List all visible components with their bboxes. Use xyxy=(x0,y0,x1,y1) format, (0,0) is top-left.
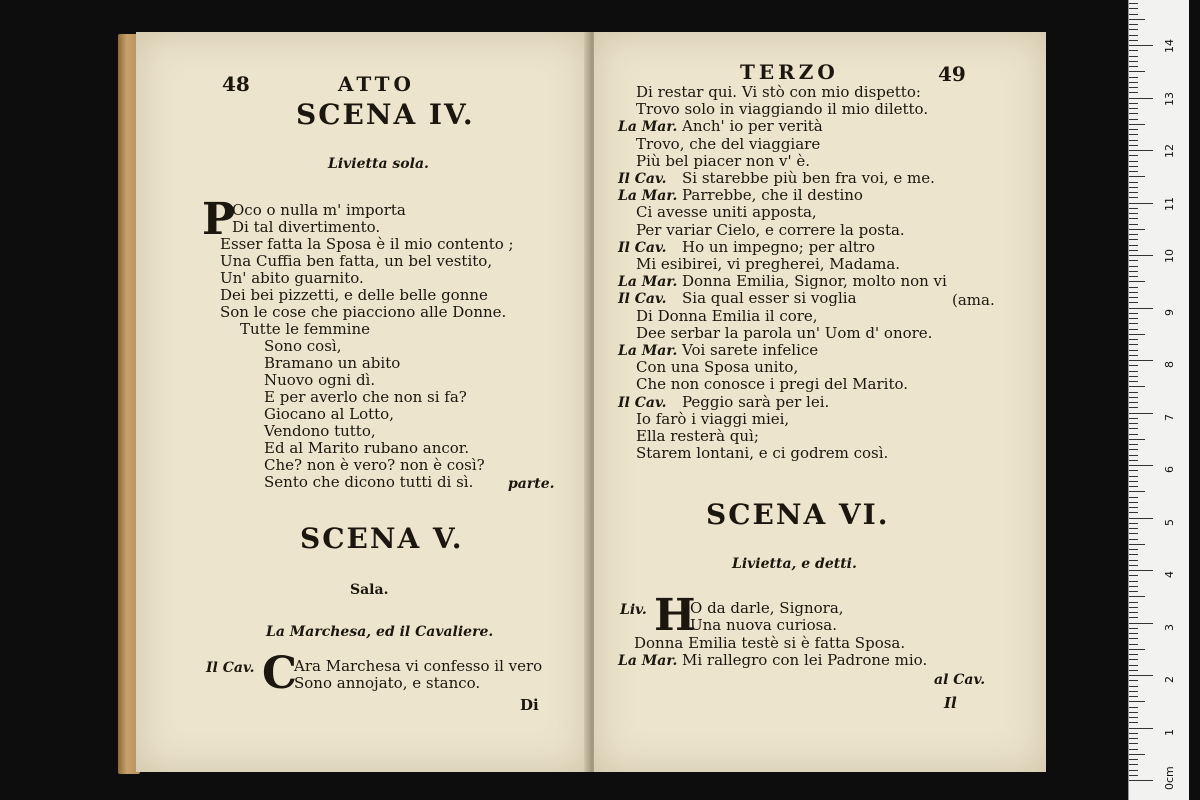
ruler-tick xyxy=(1129,386,1145,387)
ruler-tick xyxy=(1129,701,1145,702)
ruler-number: 5 xyxy=(1163,518,1176,526)
ruler-tick xyxy=(1129,728,1153,729)
ruler-tick xyxy=(1129,287,1138,288)
ruler-tick xyxy=(1129,187,1138,188)
ruler-tick xyxy=(1129,239,1138,240)
dialogue-line: Si starebbe più ben fra voi, e me. xyxy=(682,169,935,187)
ruler-tick xyxy=(1129,229,1145,230)
ruler-tick xyxy=(1129,518,1153,519)
dialogue-line: Donna Emilia, Signor, molto non vi xyxy=(682,272,947,291)
ruler-tick xyxy=(1129,371,1138,372)
ruler-tick xyxy=(1129,339,1138,340)
ruler-tick xyxy=(1129,376,1138,377)
ruler-tick xyxy=(1129,602,1138,603)
ruler-tick xyxy=(1129,633,1138,634)
ruler-tick xyxy=(1129,759,1138,760)
speaker-label: Il Cav. xyxy=(618,394,667,411)
ruler-number xyxy=(1163,0,1176,1)
ruler-tick xyxy=(1129,481,1138,482)
dialogue-line: Donna Emilia testè si è fatta Sposa. xyxy=(634,634,906,652)
ruler-tick xyxy=(1129,71,1145,72)
ruler-tick xyxy=(1129,281,1145,282)
ruler-number: 11 xyxy=(1163,196,1176,211)
dialogue-line: Sono annojato, e stanco. xyxy=(294,674,481,692)
ruler-tick xyxy=(1129,696,1138,697)
ruler-tick xyxy=(1129,150,1153,151)
ruler-tick xyxy=(1129,586,1138,587)
dialogue-line: Una nuova curiosa. xyxy=(690,616,838,634)
ruler-tick xyxy=(1129,544,1145,545)
ruler-tick xyxy=(1129,98,1153,99)
right-page-number: 49 xyxy=(938,62,966,86)
dialogue-line: Mi esibirei, vi pregherei, Madama. xyxy=(636,255,901,273)
ruler-tick xyxy=(1129,35,1138,36)
ruler-tick xyxy=(1129,764,1138,765)
ruler-tick xyxy=(1129,255,1153,256)
ruler-tick xyxy=(1129,470,1138,471)
ruler-tick xyxy=(1129,670,1138,671)
ruler-tick xyxy=(1129,77,1138,78)
ruler-tick xyxy=(1129,722,1138,723)
measurement-ruler xyxy=(1128,0,1189,800)
aria-line: Sento che dicono tutti di sì. xyxy=(264,473,474,491)
ruler-tick xyxy=(1129,549,1138,550)
aria-line: Vendono tutto, xyxy=(264,422,376,440)
ruler-tick xyxy=(1129,617,1138,618)
ruler-tick xyxy=(1129,717,1138,718)
ruler-tick xyxy=(1129,628,1138,629)
ruler-tick xyxy=(1129,497,1138,498)
ruler-tick xyxy=(1129,455,1138,456)
ruler-tick xyxy=(1129,350,1138,351)
ruler-number: 1 xyxy=(1163,728,1176,736)
aria-line: Un' abito guarnito. xyxy=(220,269,364,287)
ruler-tick xyxy=(1129,308,1153,309)
ruler-tick xyxy=(1129,596,1145,597)
ruler-tick xyxy=(1129,134,1138,135)
right-page xyxy=(594,32,1046,772)
dialogue-line: Io farò i viaggi miei, xyxy=(636,409,790,428)
scene-5-title: SCENA V. xyxy=(300,522,464,555)
dialogue-line: O da darle, Signora, xyxy=(690,599,844,617)
ruler-tick xyxy=(1129,749,1138,750)
speaker-label: La Mar. xyxy=(618,188,678,205)
speaker-label: Il Cav. xyxy=(206,660,255,676)
speaker-label: Il Cav. xyxy=(618,291,667,308)
ruler-tick xyxy=(1129,770,1138,771)
ruler-tick xyxy=(1129,56,1138,57)
ruler-tick xyxy=(1129,402,1138,403)
ruler-tick xyxy=(1129,297,1138,298)
ruler-number: 4 xyxy=(1163,571,1176,578)
ruler-tick xyxy=(1129,434,1138,435)
ruler-tick xyxy=(1129,203,1153,204)
ruler-tick xyxy=(1129,182,1138,183)
ruler-tick xyxy=(1129,192,1138,193)
ruler-tick xyxy=(1129,292,1138,293)
ruler-tick xyxy=(1129,124,1145,125)
ruler-tick xyxy=(1129,161,1138,162)
ruler-tick xyxy=(1129,266,1138,267)
turnover-word: (ama. xyxy=(952,291,995,309)
ruler-tick xyxy=(1129,19,1145,20)
ruler-tick xyxy=(1129,234,1138,235)
ruler-tick xyxy=(1129,591,1138,592)
ruler-tick xyxy=(1129,397,1138,398)
ruler-tick xyxy=(1129,318,1138,319)
ruler-tick xyxy=(1129,418,1138,419)
ruler-tick xyxy=(1129,523,1138,524)
ruler-tick xyxy=(1129,686,1138,687)
dialogue-line: Anch' io per verità xyxy=(682,117,823,136)
ruler-number: 3 xyxy=(1163,623,1176,631)
ruler-number: 8 xyxy=(1163,361,1176,368)
ruler-tick xyxy=(1129,539,1138,540)
ruler-number: 13 xyxy=(1163,91,1176,106)
ruler-tick xyxy=(1129,665,1138,666)
scene-5-place: Sala. xyxy=(350,582,389,598)
stage-direction: al Cav. xyxy=(934,672,986,688)
dialogue-line: Ella resterà quì; xyxy=(636,427,759,445)
ruler-tick xyxy=(1129,145,1138,146)
ruler-tick xyxy=(1129,113,1138,114)
ruler-tick xyxy=(1129,40,1138,41)
ruler-tick xyxy=(1129,50,1138,51)
scene-5-subtitle: La Marchesa, ed il Cavaliere. xyxy=(266,624,494,640)
dialogue-line: Trovo solo in viaggiando il mio diletto. xyxy=(636,100,929,119)
ruler-tick xyxy=(1129,560,1138,561)
speaker-label: La Mar. xyxy=(618,274,678,291)
ruler-tick xyxy=(1129,638,1138,639)
aria-line: Nuovo ogni dì. xyxy=(264,371,376,389)
ruler-tick xyxy=(1129,554,1138,555)
speaker-label: Liv. xyxy=(620,602,647,618)
ruler-tick xyxy=(1129,444,1138,445)
ruler-tick xyxy=(1129,738,1138,739)
ruler-tick xyxy=(1129,3,1138,4)
ruler-tick xyxy=(1129,486,1138,487)
ruler-tick xyxy=(1129,360,1153,361)
ruler-tick xyxy=(1129,250,1138,251)
left-running-head: ATTO xyxy=(338,72,415,96)
ruler-number: 14 xyxy=(1163,39,1176,53)
ruler-number: 7 xyxy=(1163,413,1176,421)
dialogue-line: Mi rallegro con lei Padrone mio. xyxy=(682,651,928,669)
ruler-tick xyxy=(1129,66,1138,67)
ruler-tick xyxy=(1129,449,1138,450)
aria-line: Dei bei pizzetti, e delle belle gonne xyxy=(220,286,488,304)
ruler-tick xyxy=(1129,533,1138,534)
aria-line: Ed al Marito rubano ancor. xyxy=(264,439,470,457)
speaker-label: La Mar. xyxy=(618,653,678,669)
catchword: Il xyxy=(944,694,957,712)
ruler-tick xyxy=(1129,155,1138,156)
ruler-tick xyxy=(1129,344,1138,345)
ruler-number: 12 xyxy=(1163,144,1176,158)
aria-line: Tutte le femmine xyxy=(240,320,371,338)
scene-6-title: SCENA VI. xyxy=(706,498,890,531)
ruler-tick xyxy=(1129,24,1138,25)
ruler-tick xyxy=(1129,423,1138,424)
ruler-tick xyxy=(1129,507,1138,508)
ruler-tick xyxy=(1129,260,1138,261)
ruler-tick xyxy=(1129,14,1138,15)
ruler-tick xyxy=(1129,129,1138,130)
aria-line: Esser fatta la Sposa è il mio contento ; xyxy=(220,235,514,253)
aria-line: Di tal divertimento. xyxy=(232,218,381,236)
ruler-tick xyxy=(1129,87,1138,88)
ruler-number: 2 xyxy=(1163,676,1176,683)
ruler-tick xyxy=(1129,45,1153,46)
ruler-number: 9 xyxy=(1163,308,1176,316)
dialogue-line: Peggio sarà per lei. xyxy=(682,392,830,411)
ruler-tick xyxy=(1129,218,1138,219)
ruler-tick xyxy=(1129,208,1138,209)
ruler-tick xyxy=(1129,171,1138,172)
scene-6-subtitle: Livietta, e detti. xyxy=(732,556,857,572)
dialogue-line: Di Donna Emilia il core, xyxy=(636,306,818,325)
ruler-tick xyxy=(1129,644,1138,645)
ruler-tick xyxy=(1129,623,1153,624)
ruler-tick xyxy=(1129,528,1138,529)
aria-line: Giocano al Lotto, xyxy=(264,405,394,423)
ruler-tick xyxy=(1129,465,1153,466)
dialogue-line: Sia qual esser si voglia xyxy=(682,289,857,308)
ruler-tick xyxy=(1129,707,1138,708)
ruler-tick xyxy=(1129,691,1138,692)
ruler-tick xyxy=(1129,565,1138,566)
ruler-tick xyxy=(1129,82,1138,83)
ruler-tick xyxy=(1129,712,1138,713)
ruler-tick xyxy=(1129,381,1138,382)
dialogue-line: Trovo, che del viaggiare xyxy=(636,134,821,153)
speaker-label: Il Cav. xyxy=(618,239,667,256)
ruler-tick xyxy=(1129,392,1138,393)
ruler-tick xyxy=(1129,271,1138,272)
ruler-tick xyxy=(1129,607,1138,608)
ruler-tick xyxy=(1129,302,1138,303)
ruler-tick xyxy=(1129,570,1153,571)
ruler-tick xyxy=(1129,224,1138,225)
ruler-tick xyxy=(1129,355,1138,356)
dialogue-line: Dee serbar la parola un' Uom d' onore. xyxy=(636,323,933,342)
scene-4-subtitle: Livietta sola. xyxy=(328,156,429,172)
open-book xyxy=(118,22,1053,774)
dialogue-line: Più bel piacer non v' è. xyxy=(636,151,811,170)
catchword: Di xyxy=(520,696,539,714)
ruler-tick xyxy=(1129,166,1138,167)
dialogue-line: Ho un impegno; per altro xyxy=(682,237,875,256)
ruler-tick xyxy=(1129,476,1138,477)
aria-line: Oco o nulla m' importa xyxy=(232,201,406,219)
ruler-tick xyxy=(1129,329,1138,330)
ruler-tick xyxy=(1129,491,1145,492)
aria-line: Son le cose che piacciono alle Donne. xyxy=(220,303,507,321)
ruler-tick xyxy=(1129,575,1138,576)
aria-line: Bramano un abito xyxy=(264,354,401,372)
ruler-tick xyxy=(1129,413,1153,414)
dialogue-line: Starem lontani, e ci godrem così. xyxy=(636,444,889,463)
aria-line: Una Cuffia ben fatta, un bel vestito, xyxy=(220,252,493,270)
right-running-head: TERZO xyxy=(740,60,839,84)
ruler-tick xyxy=(1129,581,1138,582)
left-page-number: 48 xyxy=(222,72,250,96)
dialogue-line: Che non conosce i pregi del Marito. xyxy=(636,375,909,394)
ruler-tick xyxy=(1129,659,1138,660)
dialogue-line: Voi sarete infelice xyxy=(682,341,819,359)
ruler-tick xyxy=(1129,29,1138,30)
ruler-tick xyxy=(1129,103,1138,104)
ruler-tick xyxy=(1129,197,1138,198)
aria-line: E per averlo che non si fa? xyxy=(264,388,467,406)
ruler-tick xyxy=(1129,365,1138,366)
ruler-number: 10 xyxy=(1163,249,1176,263)
ruler-tick xyxy=(1129,92,1138,93)
ruler-tick xyxy=(1129,176,1145,177)
ruler-tick xyxy=(1129,612,1138,613)
speaker-label: La Mar. xyxy=(618,343,678,359)
dialogue-drop-initial: C xyxy=(262,648,298,699)
ruler-tick xyxy=(1129,460,1138,461)
ruler-tick xyxy=(1129,780,1153,781)
left-page xyxy=(136,32,588,772)
ruler-tick xyxy=(1129,649,1145,650)
aria-drop-initial: P xyxy=(202,194,236,245)
ruler-tick xyxy=(1129,8,1138,9)
ruler-tick xyxy=(1129,108,1138,109)
ruler-tick xyxy=(1129,439,1145,440)
ruler-tick xyxy=(1129,428,1138,429)
ruler-tick xyxy=(1129,743,1138,744)
ruler-tick xyxy=(1129,680,1138,681)
scene-4-title: SCENA IV. xyxy=(296,98,475,131)
speaker-label: La Mar. xyxy=(618,119,678,136)
stage-direction: parte. xyxy=(508,476,555,492)
ruler-tick xyxy=(1129,245,1138,246)
aria-line: Che? non è vero? non è così? xyxy=(264,456,485,474)
ruler-tick xyxy=(1129,334,1145,335)
speaker-label: Il Cav. xyxy=(618,171,667,187)
dialogue-line: Ara Marchesa vi confesso il vero xyxy=(294,657,543,675)
ruler-tick xyxy=(1129,323,1138,324)
ruler-tick xyxy=(1129,407,1138,408)
ruler-tick xyxy=(1129,276,1138,277)
ruler-tick xyxy=(1129,512,1138,513)
ruler-tick xyxy=(1129,61,1138,62)
dialogue-line: Per variar Cielo, e correre la posta. xyxy=(636,220,905,239)
dialogue-line: Con una Sposa unito, xyxy=(636,358,799,377)
ruler-tick xyxy=(1129,119,1138,120)
ruler-tick xyxy=(1129,654,1138,655)
ruler-tick xyxy=(1129,213,1138,214)
ruler-tick xyxy=(1129,675,1153,676)
ruler-number: 6 xyxy=(1163,466,1176,473)
ruler-tick xyxy=(1129,775,1138,776)
dialogue-line: Parrebbe, che il destino xyxy=(682,186,863,205)
dialogue-drop-initial: H xyxy=(654,590,696,641)
dialogue-line: Di restar qui. Vi stò con mio dispetto: xyxy=(636,83,921,101)
ruler-tick xyxy=(1129,313,1138,314)
ruler-tick xyxy=(1129,502,1138,503)
aria-line: Sono così, xyxy=(264,337,342,355)
ruler-tick xyxy=(1129,733,1138,734)
ruler-tick xyxy=(1129,754,1145,755)
ruler-tick xyxy=(1129,140,1138,141)
dialogue-line: Ci avesse uniti apposta, xyxy=(636,203,817,222)
ruler-unit-label: 0cm xyxy=(1163,766,1176,790)
